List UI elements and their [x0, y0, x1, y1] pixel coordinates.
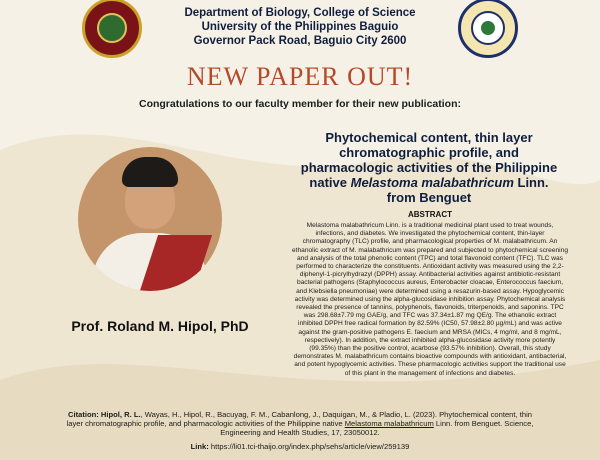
link-label: Link: — [190, 442, 209, 451]
citation-text-b: Linn. from Benguet. Science, Engineering and Health Studies, 17, 23050012. — [220, 419, 534, 437]
author-photo — [78, 147, 222, 291]
abstract-heading: ABSTRACT — [408, 210, 452, 219]
abstract-text: Melastoma malabathricum Linn. is a traditional medicinal plant used to treat wounds, infections, and diabetes. We investigated the phytochemical content, thin-layer chromatography (TLC) profile, and pharmacological properties of M. malabathricum. An ethanolic extract of M. malabathricum was prepared and subjected to phytochemical screening and analysis of the total phenolic content (TPC) and total flavonoid content (TFC). TLC was performed to characterize the constituents. Antioxidant activity was measured using the 2,2-diphenyl-1-picrylhydrazyl (DPPH) assay. Antibacterial activities against antibiotic-resistant bacterial pathogens (Staphylococcus aureus, Enterobacter cloacae, Enterococcus faecium, and Klebsiella pneumoniae) were determined using a resazurin-based assay. Hypoglycemic activity was determined using the alpha-glucosidase inhibition assay. Phytochemical analysis revealed the presence of tannins, polyphenols, flavonoids, triterpenoids, and saponins. TPC was 298.68±7.79 mg GAE/g, and TFC was 37.34±1.87 mg QE/g. The ethanolic extract inhibited DPPH free radical formation by 82.59% (IC50, 57.98±2.80 µg/mL) and was active against the gram-positive pathogens E. faecium and MRSA (MICs, 4 mg/ml, and 8 mg/mL, respectively). In addition, the extract inhibited alpha-glucosidase activity more potently (99.35%) than the positive control, acarbose (93.57% inhibition). Overall, this study demonstrates M. malabathricum contains bioactive compounds with antioxidant, antibacterial, and potent hypoglycemic activities. These pharmacologic activities support the traditional use of this plant in the management of infections and diabetes. — [292, 222, 568, 377]
author-name: Prof. Roland M. Hipol, PhD — [71, 318, 249, 334]
paper-title — [298, 130, 560, 205]
paper-title-species: Melastoma malabathricum — [350, 175, 514, 190]
link-url[interactable]: https://li01.tci-thaijo.org/index.php/sehs/article/view/259139 — [210, 442, 410, 451]
header-line-3: Governor Pack Road, Baguio City 2600 — [193, 35, 407, 47]
citation — [60, 410, 540, 437]
headline: NEW PAPER OUT! — [186, 62, 414, 91]
department-header — [150, 6, 450, 48]
article-link — [60, 442, 540, 451]
header-line-2: University of the Philippines Baguio — [201, 21, 399, 33]
college-of-science-seal — [458, 0, 518, 58]
citation-species: Melastoma malabathricum — [344, 419, 434, 428]
header-line-1: Department of Biology, College of Science — [184, 7, 416, 19]
citation-text-a: , Wayas, H., Hipol, R., Bacuyag, F. M., Cabanlong, J., Daquigan, M., & Pladio, L. (2023). Phytochemical content, thin layer chromatographic profile, and pharmacologic activities of the Philippine native — [66, 410, 532, 428]
paper-title-pre: Phytochemical content, thin layer chromatographic profile, and pharmacologic activities of the Philippine native — [300, 130, 558, 190]
paper-title-post: Linn. from Benguet — [386, 175, 549, 205]
citation-first-author: Hipol, R. L. — [100, 410, 141, 419]
congrats-text: Congratulations to our faculty member for their new publication: — [138, 98, 462, 110]
up-university-seal — [82, 0, 142, 58]
citation-label: Citation: — [68, 410, 99, 419]
